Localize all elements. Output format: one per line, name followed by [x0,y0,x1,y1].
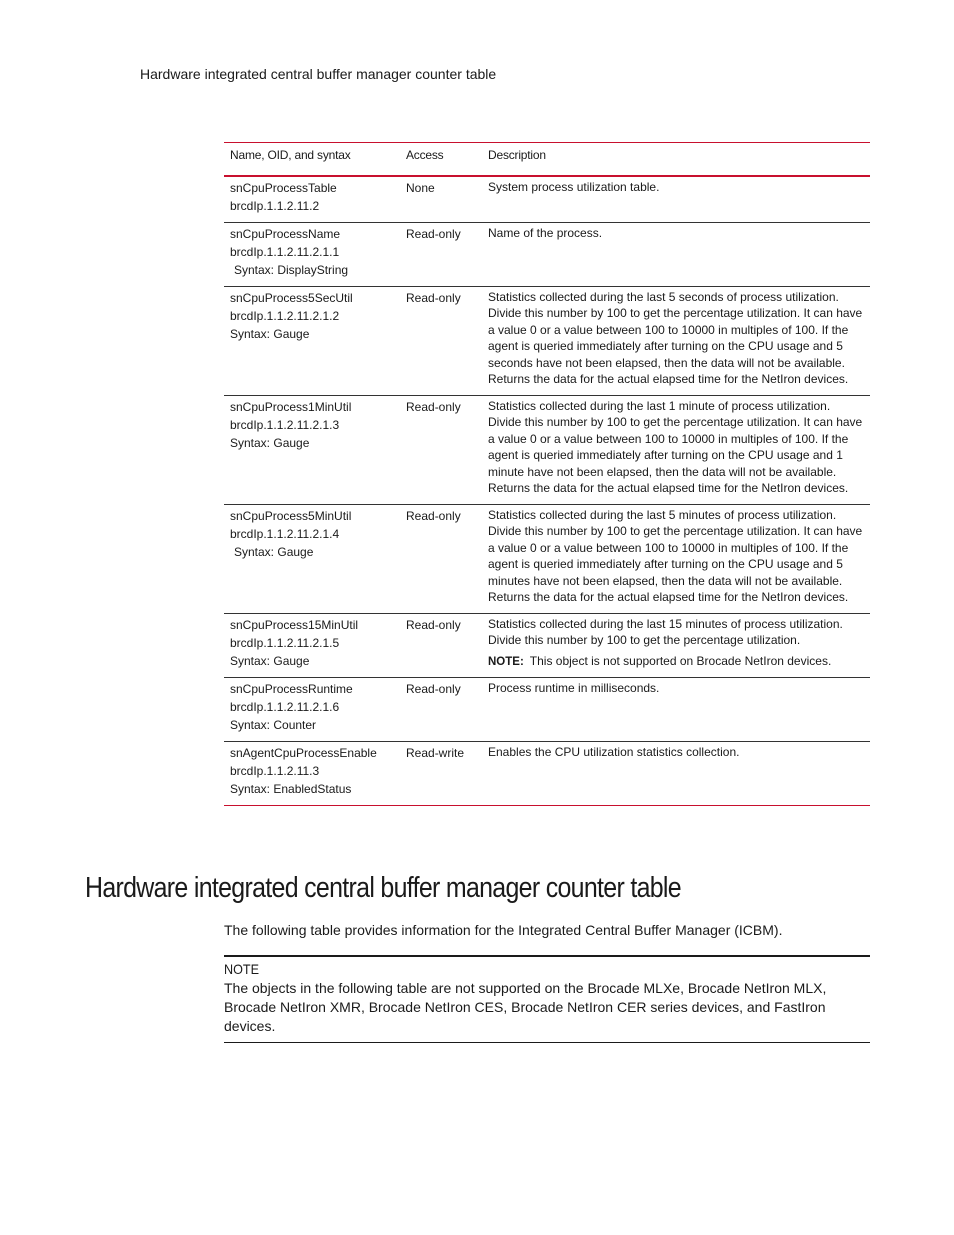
object-syntax: Syntax: Gauge [234,544,314,559]
column-header-description: Description [482,143,870,176]
table-row [224,613,870,678]
description-text: Name of the process. [488,225,603,240]
description-text: System process utilization table. [488,179,660,194]
mib-object-table [224,142,870,806]
access-cell [400,286,482,395]
object-name: snCpuProcess15MinUtil [230,617,359,632]
access-value: Read-write [406,746,465,760]
access-cell [400,742,482,806]
name-cell [224,176,400,223]
description-text: Enables the CPU utilization statistics collection. [488,745,740,759]
note-label: NOTE [224,961,260,977]
name-cell [224,395,400,504]
access-cell [400,504,482,613]
access-value: Read-only [406,508,461,523]
table-row [224,742,870,806]
table-row [224,286,870,395]
name-cell [224,613,400,678]
description-text: Process runtime in milliseconds. [488,681,660,695]
object-name: snAgentCpuProcessEnable [230,746,377,760]
access-cell [400,176,482,223]
access-cell [400,395,482,504]
description-text: Statistics collected during the last 1 minute of process utilization. Divide this number by 100 to get the percentage utilization. It can have a value 0 or a value between 100 to 10000 in multiples of 100. If the agent is queried immediately after turning on the CPU usage and 1 minute have not been elapsed, then the data will not be available. Returns the data for the actual elapsed time for the NetIron devices. [488,398,863,495]
description-cell [482,678,870,742]
name-cell [224,222,400,286]
object-name: snCpuProcessRuntime [230,682,353,696]
description-cell [482,222,870,286]
object-syntax: Syntax: Gauge [230,653,310,668]
access-value: Read-only [406,617,461,632]
description-cell [482,395,870,504]
object-name: snCpuProcess5SecUtil [230,290,353,305]
note-text: The objects in the following table are not supported on the Brocade MLXe, Brocade NetIron MLX, Brocade NetIron XMR, Brocade NetIron CES, Brocade NetIron CER series devices, and FastIron devices. [224,980,827,1034]
section-intro: The following table provides information for the Integrated Central Buffer Manager (ICBM). [224,922,783,938]
description-text: Statistics collected during the last 5 minutes of process utilization. Divide this number by 100 to get the percentage utilization. It can have a value 0 or a value between 100 to 10000 in multiples of 100. If the agent is queried immediately after turning on the CPU usage and 5 minutes have not been elapsed, then the data will not be available. Returns the data for the actual elapsed time for the NetIron devices. [488,507,863,604]
column-header-access: Access [400,143,482,176]
object-syntax: Syntax: EnabledStatus [230,782,352,796]
object-name: snCpuProcess5MinUtil [230,508,352,523]
running-header: Hardware integrated central buffer manager counter table [140,66,497,82]
object-oid: brcdIp.1.1.2.11.2.1.2 [230,308,340,323]
description-cell [482,286,870,395]
access-value: Read-only [406,226,461,241]
name-cell [224,286,400,395]
object-name: snCpuProcess1MinUtil [230,399,352,414]
object-syntax: Syntax: Counter [230,718,317,732]
table-header-row [224,143,870,176]
name-cell [224,504,400,613]
note-box [224,955,870,1043]
object-syntax: Syntax: Gauge [230,326,310,341]
table-row [224,504,870,613]
column-header-name: Name, OID, and syntax [224,143,400,176]
access-value: Read-only [406,399,461,414]
description-cell [482,742,870,806]
object-syntax: Syntax: DisplayString [234,262,349,277]
object-oid: brcdIp.1.1.2.11.2.1.4 [230,526,340,541]
access-value: None [406,180,435,195]
section-title: Hardware integrated central buffer manager counter table [85,872,681,904]
table-row [224,222,870,286]
access-cell [400,678,482,742]
description-cell [482,613,870,678]
inline-note-label: NOTE: [488,655,524,668]
object-oid: brcdIp.1.1.2.11.2 [230,198,320,213]
object-name: snCpuProcessName [230,226,341,241]
name-cell [224,678,400,742]
inline-note [488,653,864,671]
object-oid: brcdIp.1.1.2.11.2.1.6 [230,700,340,714]
name-cell [224,742,400,806]
description-cell [482,176,870,223]
access-cell [400,222,482,286]
table-row [224,395,870,504]
object-oid: brcdIp.1.1.2.11.2.1.1 [230,244,340,259]
object-name: snCpuProcessTable [230,180,337,195]
table-row [224,678,870,742]
description-text: Statistics collected during the last 15 minutes of process utilization. Divide this number by 100 to get the percentage utilization. [488,616,843,647]
inline-note-text: This object is not supported on Brocade NetIron devices. [529,653,832,668]
description-text: Statistics collected during the last 5 seconds of process utilization. Divide this number by 100 to get the percentage utilization. It can have a value 0 or a value between 100 to 10000 in multiples of 100. If the agent is queried immediately after turning on the CPU usage and 5 seconds have not been elapsed, then the data will not be available. Returns the data for the actual elapsed time for the NetIron devices. [488,289,863,386]
object-oid: brcdIp.1.1.2.11.3 [230,764,320,778]
table-row [224,176,870,223]
access-value: Read-only [406,290,461,305]
access-cell [400,613,482,678]
object-syntax: Syntax: Gauge [230,435,310,450]
object-oid: brcdIp.1.1.2.11.2.1.3 [230,417,340,432]
object-oid: brcdIp.1.1.2.11.2.1.5 [230,635,340,650]
access-value: Read-only [406,682,461,696]
description-cell [482,504,870,613]
